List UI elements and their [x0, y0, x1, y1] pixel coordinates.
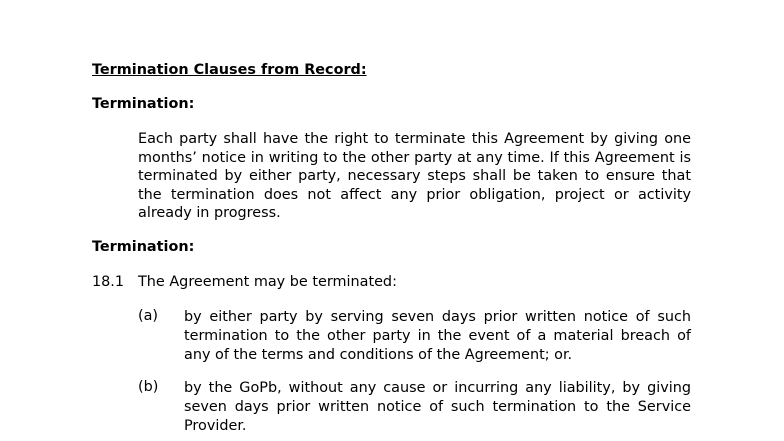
clause-number: 18.1 — [92, 274, 125, 290]
document-title: Termination Clauses from Record: — [92, 62, 367, 78]
list-item-text-a: by either party by serving seven days prior written notice of such termination to the other party in the event of a material breach of any of the terms and conditions of the Agreement; or. — [184, 309, 691, 363]
clause-text: The Agreement may be terminated: — [138, 274, 397, 290]
list-item-label-a: (a) — [138, 308, 159, 324]
termination-paragraph: Each party shall have the right to terminate this Agreement by giving one months’ notice in writing to the other party at any time. If this Agreement is terminated by either party, necessary steps shall be taken to ensure that the termination does not affect any prior obligation, project or activity already in progress. — [138, 131, 691, 221]
section-heading-termination-1: Termination: — [92, 96, 195, 112]
list-item-text-b: by the GoPb, without any cause or incurring any liability, by giving seven days prior written notice of such termination to the Service Provider. — [184, 380, 691, 434]
list-item-label-b: (b) — [138, 379, 159, 395]
section-heading-termination-2: Termination: — [92, 239, 195, 255]
